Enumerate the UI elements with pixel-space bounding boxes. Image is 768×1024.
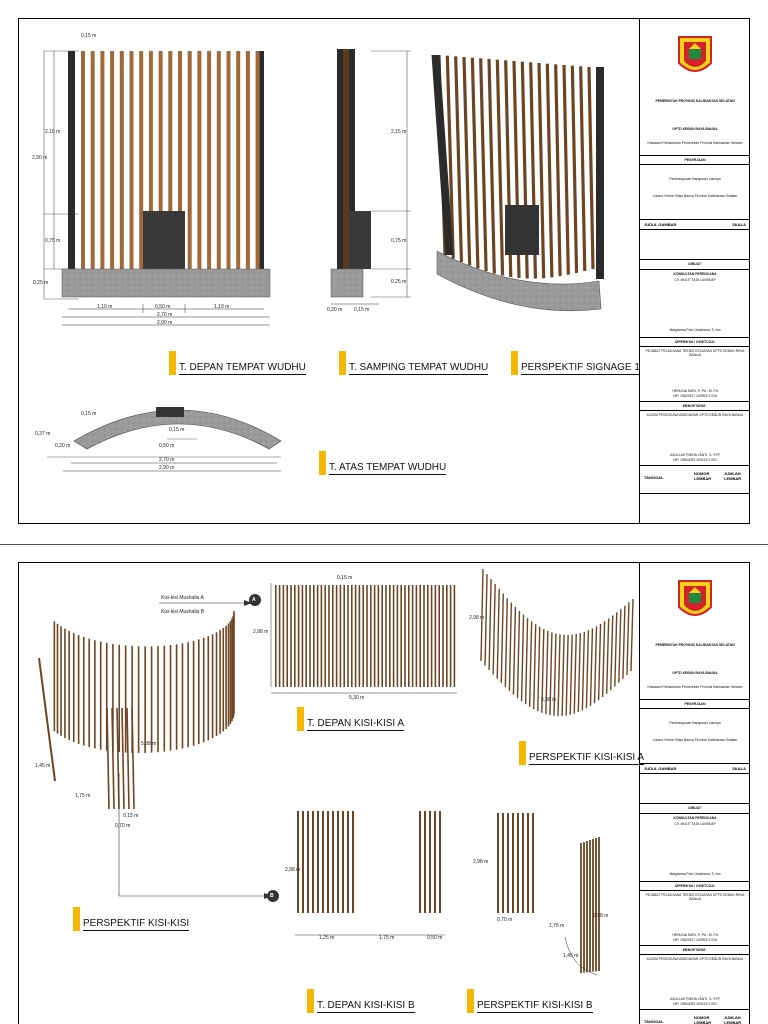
drawing-sheet-2	[18, 562, 750, 1024]
wood-slat	[627, 602, 629, 675]
wood-slat	[286, 585, 288, 687]
wood-slat	[472, 58, 478, 269]
tb-diperiksa: PEJABAT PELAKSANA TEKNIS KEGIATAN UPTD KEBUN RAYA BANUA	[645, 349, 745, 357]
wood-slat	[566, 635, 568, 716]
wood-slat	[322, 811, 324, 913]
wood-slat	[442, 585, 444, 687]
caption-top-wudhu: T. ATAS TEMPAT WUDHU	[319, 457, 446, 475]
wood-slat	[127, 708, 129, 809]
wood-slat	[530, 621, 532, 707]
label-kisi-b: Kisi-kisi Mushalla B	[161, 609, 205, 615]
persp-kisi-a-slats	[481, 569, 633, 716]
wood-slat	[378, 585, 380, 687]
wood-slat	[522, 615, 524, 702]
dim-front-htotal: 2,90 m	[32, 155, 48, 161]
tb-mengetahui-name: AZULLAH RIDHA YANTI, S. STP	[670, 453, 720, 457]
tb-mengetahui: KUASA PENGGUNA ANGGARAN UPTD KEBUN RAYA BANUA	[646, 413, 744, 417]
wood-slat	[439, 811, 441, 913]
dim-p-width: 5,38 m	[141, 741, 157, 747]
wood-slat	[419, 585, 421, 687]
tb-diperiksa-head: DIPERIKSA / DISETUJUI:	[674, 884, 715, 888]
wood-slat	[317, 585, 319, 687]
wood-slat	[501, 594, 503, 683]
wood-slat	[297, 811, 299, 913]
tb-mengetahui-nip: NIP. 19804052 200103 2 001	[673, 1002, 717, 1006]
tb-pekerjaan: Pembangunan Bangunan Lainnya	[669, 177, 721, 181]
persp-post-right	[596, 67, 604, 279]
wood-slat	[562, 635, 564, 716]
title-block-2	[639, 563, 749, 1024]
wood-slat	[438, 585, 440, 687]
wood-slat	[512, 813, 514, 913]
wood-slat	[347, 585, 349, 687]
wood-slat	[408, 585, 410, 687]
wood-slat	[502, 813, 504, 913]
dim-top-b: 0,37 m	[35, 431, 51, 437]
front-view-wudhu	[44, 51, 270, 325]
tb-pekerjaan-head: PEKERJAAN	[684, 702, 706, 706]
caption-front-kisi-a: T. DEPAN KISI-KISI A	[297, 713, 404, 731]
wood-slat	[595, 626, 597, 703]
wood-slat	[302, 811, 304, 913]
tb-tanggal: TANGGAL	[644, 1019, 664, 1024]
tb-skala-head: SKALA	[732, 766, 746, 771]
wood-slat	[611, 616, 613, 691]
wood-slat	[554, 634, 556, 716]
wood-slat	[294, 585, 296, 687]
tb-diperiksa-name: HERLINA SARI, S. Pd., M. Pd	[672, 389, 718, 393]
wood-slat	[586, 630, 588, 708]
tb-konsultan-head: KONSULTAN PERENCANA	[673, 816, 717, 820]
wood-slat	[227, 51, 231, 269]
wood-slat	[509, 603, 511, 691]
wood-slat	[81, 51, 85, 269]
dim-front-top: 0,15 m	[81, 33, 97, 39]
tb-lokasi: Lokasi: Kebun Raya Banua Provinsi Kalimantan Selatan	[652, 738, 738, 742]
wood-slat	[404, 585, 406, 687]
wood-slat	[279, 585, 281, 687]
wood-slat	[362, 585, 364, 687]
side-box	[349, 211, 371, 269]
dim-front-h2: 0,75 m	[45, 238, 61, 244]
wood-slat	[139, 51, 143, 269]
wood-slat	[489, 579, 491, 670]
wood-slat	[197, 51, 201, 269]
tb-jumlah: JUMLAH LEMBAR	[724, 471, 742, 481]
tb-mengetahui-name: AZULLAH RIDHA YANTI, S. STP	[670, 997, 720, 1001]
dim-a-top: 0,15 m	[337, 575, 353, 581]
wood-slat	[558, 634, 560, 716]
dim-bp-d: 1,75 m	[549, 923, 565, 929]
wood-slat	[431, 585, 433, 687]
tb-diperiksa-nip: NIP. 19820517 200902 2 015	[673, 938, 717, 942]
wood-slat	[497, 589, 499, 679]
sheet-separator	[0, 544, 768, 545]
tb-nomor: NOMOR LEMBAR	[694, 471, 712, 481]
wood-slat	[416, 585, 418, 687]
wood-slat	[347, 811, 349, 913]
dim-front-w1: 1,10 m	[97, 304, 113, 310]
wood-slat	[578, 633, 580, 712]
dim-front-winner: 2,70 m	[157, 312, 173, 318]
wood-slat	[343, 585, 345, 687]
wood-slat	[603, 621, 605, 697]
wood-slat	[312, 811, 314, 913]
dim-front-w2: 0,50 m	[155, 304, 171, 310]
dim-side-w2: 0,15 m	[354, 307, 370, 313]
dim-top-c: 0,20 m	[55, 443, 71, 449]
dim-front-wtotal: 2,90 m	[157, 320, 173, 326]
dim-bp-h2: 2,98 m	[593, 913, 609, 919]
wood-slat	[599, 624, 601, 700]
wood-slat	[351, 585, 353, 687]
wood-slat	[464, 57, 470, 265]
dim-top-a: 0,15 m	[81, 411, 97, 417]
wood-slat	[397, 585, 399, 687]
tb-lokasi: Lokasi: Kebun Raya Banua Provinsi Kalimantan Selatan	[652, 194, 738, 198]
dim-side-h3: 0,25 m	[391, 279, 407, 285]
dim-bp-w: 0,70 m	[497, 917, 513, 923]
wood-slat	[570, 635, 572, 715]
tb-direktur: Margitama Putri Octaviana, S. Ars	[669, 328, 721, 332]
wood-slat	[302, 585, 304, 687]
dim-side-h1: 2,15 m	[391, 129, 407, 135]
wood-slat	[505, 598, 507, 687]
wood-slat	[429, 811, 431, 913]
caption-front-kisi-b: T. DEPAN KISI-KISI B	[307, 995, 415, 1013]
persp-kisi-b-slats	[497, 813, 599, 973]
wood-slat	[556, 64, 560, 276]
wood-slat	[423, 585, 425, 687]
tb-dibuat-head: DIBUAT:	[688, 262, 702, 266]
caption-front-wudhu: T. DEPAN TEMPAT WUDHU	[169, 357, 306, 375]
dim-side-w1: 0,20 m	[327, 307, 343, 313]
wood-slat	[100, 51, 104, 269]
label-kisi-a: Kisi-kisi Mushalla A	[161, 595, 204, 601]
wood-slat	[497, 60, 502, 276]
wood-slat	[485, 574, 487, 665]
wood-slat	[526, 618, 528, 704]
dim-p-depth: 1,75 m	[75, 793, 91, 799]
wood-slat	[374, 585, 376, 687]
wood-slat	[615, 612, 617, 686]
wood-slat	[481, 58, 486, 271]
title-block-1	[639, 19, 749, 523]
concrete-base	[62, 269, 270, 297]
tb-mengetahui-head: MENGETAHUI :	[682, 404, 708, 408]
wood-slat	[305, 585, 307, 687]
dim-a-width: 5,30 m	[349, 695, 365, 701]
caption-persp-kisi: PERSPEKTIF KISI-KISI	[73, 913, 189, 931]
tb-konsultan: CV. MULTI TATA LANSKAP	[674, 822, 716, 826]
wood-slat	[352, 811, 354, 913]
wood-slat	[532, 813, 534, 913]
dim-b-w2: 1,75 m	[379, 935, 395, 941]
wood-slat	[110, 51, 114, 269]
tb-unit-sub: Kawasan Perkantoran Pemerintah Provinsi Kalimantan Selatan	[647, 141, 743, 145]
tb-mengetahui-head: MENGETAHUI :	[682, 948, 708, 952]
wood-slat	[283, 585, 285, 687]
wood-slat	[456, 56, 462, 262]
wood-slat	[582, 632, 584, 710]
tb-unit: UPTD KEBUN RAYA BANUA	[672, 671, 718, 675]
wood-slat	[564, 65, 568, 275]
wood-slat	[389, 585, 391, 687]
wood-slat	[307, 811, 309, 913]
wood-slat	[207, 51, 211, 269]
wood-slat	[236, 51, 240, 269]
dim-a-height: 2,98 m	[253, 629, 269, 635]
tb-nomor: NOMOR LEMBAR	[694, 1015, 712, 1024]
persp-box	[505, 205, 539, 255]
wood-slat	[574, 634, 576, 714]
wood-slat	[527, 813, 529, 913]
wood-slat	[275, 585, 277, 687]
wood-slat	[132, 708, 134, 809]
wood-slat	[454, 585, 456, 687]
dim-side-h2: 0,75 m	[391, 238, 407, 244]
tb-jumlah: JUMLAH LEMBAR	[724, 1015, 742, 1024]
wood-slat	[497, 813, 499, 913]
marker-b-label: B	[270, 893, 274, 899]
wood-slat	[337, 811, 339, 913]
wood-slat	[434, 811, 436, 913]
wood-slat	[246, 51, 250, 269]
tb-unit: UPTD KEBUN RAYA BANUA	[672, 127, 718, 131]
wood-slat	[517, 611, 519, 698]
wood-slat	[385, 585, 387, 687]
dim-bp-r: 1,45 m	[563, 953, 579, 959]
tb-diperiksa-nip: NIP. 19820517 200902 2 015	[673, 394, 717, 398]
perspective-signage	[432, 55, 604, 311]
tb-diperiksa-name: HERLINA SARI, S. Pd., M. Pd	[672, 933, 718, 937]
dim-ap-width: 5,38 m	[541, 697, 557, 703]
persp-kisi-slats	[39, 611, 234, 809]
drawing-sheet-1	[18, 18, 750, 524]
wood-slat	[328, 585, 330, 687]
tb-unit-sub: Kawasan Perkantoran Pemerintah Provinsi Kalimantan Selatan	[647, 685, 743, 689]
tb-diperiksa: PEJABAT PELAKSANA TEKNIS KEGIATAN UPTD KEBUN RAYA BANUA	[645, 893, 745, 901]
tb-judul-head: JUDUL GAMBAR	[644, 222, 677, 227]
wood-slat	[517, 813, 519, 913]
wood-slat	[120, 51, 124, 269]
dim-top-winner: 2,70 m	[159, 457, 175, 463]
post-left	[68, 51, 75, 269]
wood-slat	[340, 585, 342, 687]
wood-slat	[589, 67, 593, 269]
tb-pekerjaan-head: PEKERJAAN	[684, 158, 706, 162]
province-emblem-icon	[675, 577, 715, 625]
dim-top-wtotal: 2,90 m	[159, 465, 175, 471]
wood-slat	[619, 609, 621, 683]
wood-slat	[366, 585, 368, 687]
wood-slat	[370, 585, 372, 687]
dim-top-e: 0,50 m	[159, 443, 175, 449]
wood-slat	[538, 627, 540, 711]
side-base	[331, 269, 363, 297]
wood-slat	[424, 811, 426, 913]
caption-persp-kisi-a: PERSPEKTIF KISI-KISI A	[519, 747, 644, 765]
tb-mengetahui: KUASA PENGGUNA ANGGARAN UPTD KEBUN RAYA BANUA	[646, 957, 744, 961]
dim-p-w: 0,70 m	[115, 823, 131, 829]
wood-slat	[572, 66, 576, 273]
front-kisi-b-slats	[297, 811, 441, 913]
dim-b-height: 2,98 m	[285, 867, 301, 873]
wood-slat	[327, 811, 329, 913]
dim-front-h3: 0,25 m	[33, 280, 49, 286]
caption-side-wudhu: T. SAMPING TEMPAT WUDHU	[339, 357, 488, 375]
dim-front-h1: 2,15 m	[45, 129, 61, 135]
wood-slat	[321, 585, 323, 687]
wood-slat	[107, 708, 109, 809]
wood-slat	[290, 585, 292, 687]
province-emblem-icon	[675, 33, 715, 81]
tb-mengetahui-nip: NIP. 19804052 200103 2 001	[673, 458, 717, 462]
wood-slat	[419, 811, 421, 913]
tb-agency: PEMERINTAH PROVINSI KALIMANTAN SELATAN	[655, 99, 735, 103]
tb-skala-head: SKALA	[732, 222, 746, 227]
wood-slat	[342, 811, 344, 913]
dim-bp-height: 2,98 m	[473, 859, 489, 865]
wood-slat	[256, 51, 260, 269]
wood-slat	[435, 585, 437, 687]
wood-slat	[446, 585, 448, 687]
wood-slat	[623, 606, 625, 679]
wood-slat	[313, 585, 315, 687]
tb-diperiksa-head: DIPERIKSA / DISETUJUI:	[674, 340, 715, 344]
wood-slat	[539, 63, 544, 278]
wood-slat	[332, 585, 334, 687]
dim-b-w3: 0,50 m	[427, 935, 443, 941]
wood-slat	[298, 585, 300, 687]
wood-slat	[332, 811, 334, 913]
sheet1-drawings	[19, 19, 641, 525]
wood-slat	[91, 51, 95, 269]
side-view-wudhu	[331, 49, 411, 304]
wood-slat	[534, 624, 536, 709]
tb-konsultan-head: KONSULTAN PERENCANA	[673, 272, 717, 276]
wood-slat	[393, 585, 395, 687]
wood-slat	[450, 585, 452, 687]
wood-slat	[130, 51, 134, 269]
wood-slat	[188, 51, 192, 269]
wood-slat	[336, 585, 338, 687]
wood-slat	[513, 607, 515, 695]
wood-slat	[359, 585, 361, 687]
wood-slat	[309, 585, 311, 687]
wood-slat	[547, 64, 552, 278]
caption-persp-signage: PERSPEKTIF SIGNAGE 1	[511, 357, 640, 375]
tb-konsultan: CV. MULTI TATA LANSKAP	[674, 278, 716, 282]
wood-slat	[355, 585, 357, 687]
caption-persp-kisi-b: PERSPEKTIF KISI-KISI B	[467, 995, 593, 1013]
tb-agency: PEMERINTAH PROVINSI KALIMANTAN SELATAN	[655, 643, 735, 647]
wood-slat	[590, 628, 592, 705]
tb-pekerjaan: Pembangunan Bangunan Lainnya	[669, 721, 721, 725]
tb-direktur: Margitama Putri Octaviana, S. Ars	[669, 872, 721, 876]
wood-slat	[317, 811, 319, 913]
dim-p-height: 1,45 m	[35, 763, 51, 769]
sheet2-drawings	[19, 563, 641, 1024]
wood-slat	[400, 585, 402, 687]
front-kisi-a-slats	[275, 585, 455, 687]
wood-slat	[324, 585, 326, 687]
dim-top-d: 0,15 m	[169, 427, 185, 433]
wood-slat	[493, 584, 495, 674]
wood-slat	[412, 585, 414, 687]
wood-slat	[217, 51, 221, 269]
wood-slat	[581, 66, 585, 271]
signage-box	[143, 211, 185, 269]
wood-slat	[381, 585, 383, 687]
wood-slat	[522, 813, 524, 913]
dim-front-w3: 1,10 m	[214, 304, 230, 310]
wood-slat	[631, 599, 633, 671]
dim-b-w1: 1,25 m	[319, 935, 335, 941]
tb-dibuat-head: DIBUAT:	[688, 806, 702, 810]
dim-p-gap: 0,15 m	[123, 813, 139, 819]
wood-slat	[507, 813, 509, 913]
wood-slat	[607, 619, 609, 694]
tb-tanggal: TANGGAL	[644, 475, 664, 480]
wood-slat	[427, 585, 429, 687]
wood-slat	[122, 708, 124, 809]
wood-slat	[489, 59, 494, 274]
marker-a-label: A	[252, 597, 256, 603]
dim-ap-height: 2,98 m	[469, 615, 485, 621]
tb-judul-head: JUDUL GAMBAR	[644, 766, 677, 771]
